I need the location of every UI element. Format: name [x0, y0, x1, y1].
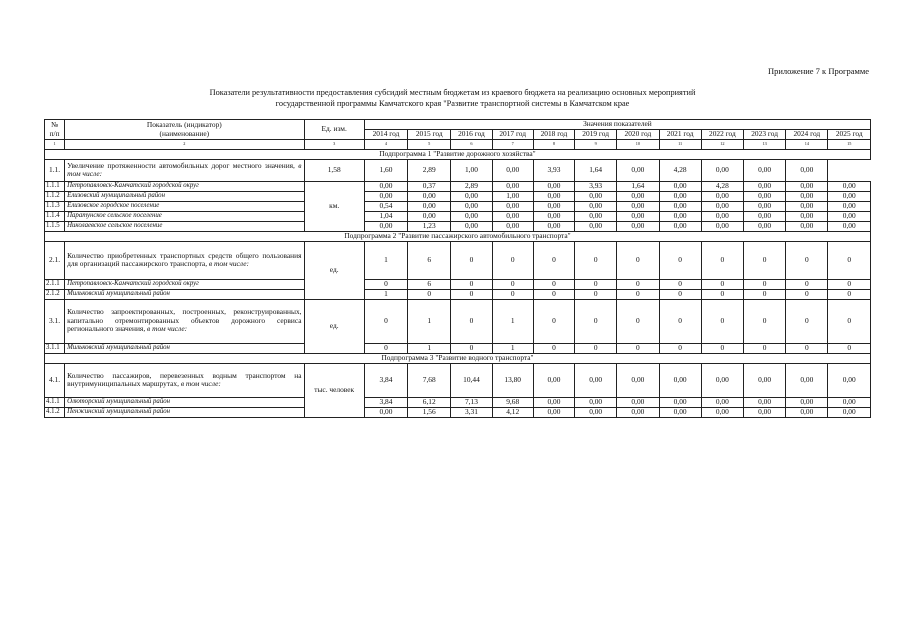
value-cell: 2,89	[408, 159, 451, 181]
value-cell: 0	[492, 279, 533, 289]
value-cell: 0,00	[364, 407, 407, 417]
value-cell: 0	[828, 241, 871, 279]
value-cell: 1	[408, 299, 451, 343]
row-number: 1.1.3	[45, 201, 65, 211]
table-row	[45, 159, 871, 181]
indicator-name	[65, 211, 304, 221]
indicator-name-text: Мильковский муниципальный район	[67, 343, 170, 351]
indicator-name	[65, 279, 304, 289]
header-year: 2015 год	[408, 130, 451, 140]
value-cell: 0,00	[492, 201, 533, 211]
value-cell: 0	[828, 299, 871, 343]
value-cell: 6,12	[408, 397, 451, 407]
value-cell: 1,60	[364, 159, 407, 181]
column-number: 12	[701, 140, 743, 150]
value-cell: 0	[364, 299, 407, 343]
value-cell: 0,00	[828, 211, 871, 221]
value-cell: 1,56	[408, 407, 451, 417]
value-cell: 0,00	[492, 221, 533, 231]
value-cell: 0,00	[533, 221, 574, 231]
value-cell: 1,04	[364, 211, 407, 221]
value-cell: 0	[701, 299, 743, 343]
value-cell: 1,58	[304, 159, 364, 181]
column-number: 1	[45, 140, 65, 150]
table-row	[45, 407, 871, 417]
value-cell: 0,00	[659, 191, 701, 201]
value-cell: 0,00	[743, 159, 785, 181]
table-body	[45, 149, 871, 417]
indicator-name-text: Петропавловск-Камчатский городской округ	[67, 279, 199, 287]
value-cell: 0	[701, 289, 743, 299]
value-cell: 7,68	[408, 363, 451, 397]
header-indicator-bottom: (наименование)	[159, 128, 210, 138]
value-cell: 0	[451, 279, 492, 289]
column-number: 3	[304, 140, 364, 150]
value-cell: 0	[364, 279, 407, 289]
value-cell: 0,00	[786, 159, 828, 181]
value-cell: 0,00	[364, 221, 407, 231]
column-number: 9	[575, 140, 617, 150]
column-number: 15	[828, 140, 871, 150]
value-cell: 0,00	[492, 211, 533, 221]
value-cell: 0,00	[786, 407, 828, 417]
column-number: 13	[743, 140, 785, 150]
value-cell: 0	[617, 241, 659, 279]
table-row	[45, 181, 871, 191]
header-num-top: №	[51, 119, 59, 129]
value-cell: 0,00	[743, 363, 785, 397]
value-cell: 0	[786, 279, 828, 289]
value-cell: 0	[451, 343, 492, 353]
header-num-bottom: п/п	[49, 128, 60, 138]
row-number: 1.1.2	[45, 191, 65, 201]
value-cell: 0,00	[659, 397, 701, 407]
value-cell: 0,00	[533, 211, 574, 221]
value-cell: 0	[743, 289, 785, 299]
row-number: 1.1.	[45, 159, 65, 181]
value-cell: 0,00	[786, 211, 828, 221]
indicator-name-suffix: в том числе:	[67, 160, 302, 179]
column-number: 8	[533, 140, 574, 150]
value-cell: 0	[533, 343, 574, 353]
value-cell: 0,00	[828, 181, 871, 191]
value-cell: 3,93	[575, 181, 617, 191]
indicator-name-text: Увеличение протяженности автомобильных дорог местного значения,	[67, 160, 295, 170]
value-cell: 0	[533, 241, 574, 279]
value-cell: 0	[828, 343, 871, 353]
value-cell: 0,00	[451, 201, 492, 211]
column-number: 2	[65, 140, 304, 150]
row-number: 4.1.2	[45, 407, 65, 417]
value-cell: 1	[364, 241, 407, 279]
value-cell: 0	[701, 343, 743, 353]
table-row	[45, 241, 871, 279]
table-row	[45, 201, 871, 211]
value-cell: 0,00	[575, 201, 617, 211]
value-cell: 0	[786, 343, 828, 353]
value-cell: 0,00	[364, 181, 407, 191]
value-cell: 13,80	[492, 363, 533, 397]
column-number: 7	[492, 140, 533, 150]
value-cell: 1,64	[617, 181, 659, 191]
value-cell: 0	[828, 279, 871, 289]
column-numbers-row	[45, 140, 871, 150]
value-cell: 0,00	[659, 407, 701, 417]
indicator-name	[65, 343, 304, 353]
value-cell: 0,00	[617, 211, 659, 221]
value-cell: 7,13	[451, 397, 492, 407]
indicator-name-suffix: в том числе:	[147, 324, 188, 334]
value-cell: 0,00	[828, 397, 871, 407]
indicator-name	[65, 201, 304, 211]
value-cell: 0,00	[575, 191, 617, 201]
value-cell: 0	[659, 279, 701, 289]
value-cell: 0	[786, 289, 828, 299]
column-number: 10	[617, 140, 659, 150]
value-cell: 0,00	[617, 159, 659, 181]
value-cell: 0	[575, 279, 617, 289]
value-cell: 0,00	[828, 191, 871, 201]
value-cell: 0,00	[659, 221, 701, 231]
value-cell: 0,00	[828, 201, 871, 211]
value-cell: 0,00	[659, 363, 701, 397]
header-year: 2017 год	[492, 130, 533, 140]
value-cell: 0	[659, 241, 701, 279]
value-cell: 0,00	[786, 201, 828, 211]
indicator-name	[65, 299, 304, 343]
value-cell: 4,28	[659, 159, 701, 181]
value-cell: 1,00	[492, 191, 533, 201]
header-unit: Ед. изм.	[304, 120, 364, 140]
value-cell: 0	[617, 279, 659, 289]
value-cell: 0	[743, 241, 785, 279]
value-cell: 0,00	[575, 363, 617, 397]
section-title: Подпрограмма 1 "Развитие дорожного хозяйства"	[45, 149, 871, 159]
value-cell: 0,00	[533, 191, 574, 201]
row-number: 3.1.1	[45, 343, 65, 353]
value-cell: 0,00	[617, 191, 659, 201]
value-cell: 1,23	[408, 221, 451, 231]
indicator-name-text: Николаевское сельское поселение	[67, 221, 163, 229]
value-cell: 1	[364, 289, 407, 299]
value-cell: 0	[786, 241, 828, 279]
indicator-name	[65, 191, 304, 201]
value-cell: 0,00	[743, 407, 785, 417]
header-year: 2014 год	[364, 130, 407, 140]
value-cell: 0	[617, 299, 659, 343]
value-cell: 0,00	[786, 221, 828, 231]
table-row	[45, 289, 871, 299]
section-title: Подпрограмма 2 "Развитие пассажирского автомобильного транспорта"	[45, 231, 871, 241]
value-cell: 0	[408, 289, 451, 299]
header-year: 2024 год	[786, 130, 828, 140]
indicator-name	[65, 241, 304, 279]
value-cell: 0	[617, 289, 659, 299]
value-cell: 3,84	[364, 363, 407, 397]
indicator-name-text: Количество приобретенных транспортных средств общего пользования для организаций пассажирского транспорта,	[67, 250, 302, 269]
indicator-name	[65, 181, 304, 191]
table-row	[45, 397, 871, 407]
value-cell: 0,00	[451, 221, 492, 231]
value-cell: 0,00	[575, 407, 617, 417]
value-cell: 0,00	[533, 397, 574, 407]
value-cell: 0,00	[701, 201, 743, 211]
value-cell: 4,28	[701, 181, 743, 191]
row-number: 1.1.4	[45, 211, 65, 221]
value-cell: 0	[786, 299, 828, 343]
header-year: 2023 год	[743, 130, 785, 140]
title-line-1: Показатели результативности предоставления субсидий местным бюджетам из краевого бюджета на реализацию основных мероприятий	[209, 88, 696, 97]
header-year: 2020 год	[617, 130, 659, 140]
header-values-group: Значения показателей	[364, 120, 870, 130]
value-cell: 10,44	[451, 363, 492, 397]
value-cell: 0,00	[701, 221, 743, 231]
header-year: 2019 год	[575, 130, 617, 140]
indicator-name	[65, 397, 304, 407]
table-row	[45, 343, 871, 353]
header-year: 2016 год	[451, 130, 492, 140]
value-cell: 0,00	[617, 221, 659, 231]
value-cell: 1	[492, 299, 533, 343]
column-number: 4	[364, 140, 407, 150]
value-cell: 0	[451, 241, 492, 279]
header-indicator	[65, 120, 304, 140]
unit-cell: км.	[304, 181, 364, 231]
value-cell: 0	[492, 289, 533, 299]
indicator-name-text: Мильковский муниципальный район	[67, 289, 170, 297]
value-cell: 0	[364, 343, 407, 353]
indicator-name-text: Количество пассажиров, перевезенных водным транспортом на внутримуниципальных маршрутах,	[67, 370, 302, 389]
value-cell: 2,89	[451, 181, 492, 191]
value-cell: 0,00	[701, 407, 743, 417]
value-cell: 0	[659, 289, 701, 299]
value-cell: 0,00	[828, 221, 871, 231]
value-cell: 0,00	[786, 397, 828, 407]
indicator-name-text: Петропавловск-Камчатский городской округ	[67, 181, 199, 189]
value-cell: 0	[575, 343, 617, 353]
value-cell: 0,00	[743, 221, 785, 231]
value-cell: 0,00	[617, 407, 659, 417]
header-year: 2022 год	[701, 130, 743, 140]
value-cell: 0,00	[575, 211, 617, 221]
value-cell: 6	[408, 279, 451, 289]
value-cell: 0,00	[701, 211, 743, 221]
row-number: 2.1.	[45, 241, 65, 279]
value-cell: 0,00	[533, 363, 574, 397]
value-cell: 0	[828, 289, 871, 299]
row-number: 2.1.1	[45, 279, 65, 289]
value-cell: 0	[701, 241, 743, 279]
table-row	[45, 191, 871, 201]
value-cell: 3,93	[533, 159, 574, 181]
value-cell: 0	[659, 299, 701, 343]
indicator-name-text: Олюторский муниципальный район	[67, 397, 170, 405]
column-number: 5	[408, 140, 451, 150]
value-cell: 0	[743, 279, 785, 289]
value-cell: 1,64	[575, 159, 617, 181]
value-cell: 0	[492, 241, 533, 279]
table-row	[45, 279, 871, 289]
column-number: 6	[451, 140, 492, 150]
value-cell: 9,68	[492, 397, 533, 407]
header-year: 2018 год	[533, 130, 574, 140]
title-line-2: государственной программы Камчатского края "Развитие транспортной системы в Камчатском крае	[275, 99, 630, 108]
value-cell: 0,00	[617, 363, 659, 397]
table-row	[45, 363, 871, 397]
table-row	[45, 221, 871, 231]
indicator-name-suffix: в том числе:	[180, 379, 221, 389]
value-cell: 0,00	[533, 407, 574, 417]
row-number: 1.1.1	[45, 181, 65, 191]
value-cell: 0,00	[575, 397, 617, 407]
value-cell: 0	[575, 299, 617, 343]
value-cell: 0,00	[575, 221, 617, 231]
value-cell: 0,00	[786, 191, 828, 201]
value-cell: 0,00	[743, 201, 785, 211]
row-number: 4.1.1	[45, 397, 65, 407]
value-cell: 0,00	[701, 191, 743, 201]
value-cell: 0,00	[408, 191, 451, 201]
indicator-name-text: Елизовское городское поселение	[67, 201, 160, 209]
indicator-name	[65, 407, 304, 417]
value-cell: 0,00	[828, 407, 871, 417]
value-cell: 0,00	[743, 191, 785, 201]
value-cell: 0	[743, 299, 785, 343]
indicator-name	[65, 363, 304, 397]
section-title: Подпрограмма 3 "Развитие водного транспорта"	[45, 353, 871, 363]
value-cell: 0,00	[786, 181, 828, 191]
value-cell: 0,00	[492, 159, 533, 181]
row-number: 1.1.5	[45, 221, 65, 231]
appendix-label: Приложение 7 к Программе	[767, 66, 869, 76]
value-cell: 0	[451, 299, 492, 343]
indicator-name-text: Пенжинский муниципальный район	[67, 407, 171, 415]
value-cell: 0,00	[786, 363, 828, 397]
column-number: 14	[786, 140, 828, 150]
header-year: 2025 год	[828, 130, 871, 140]
value-cell: 0,00	[701, 397, 743, 407]
value-cell: 0,00	[492, 181, 533, 191]
value-cell: 0,00	[828, 363, 871, 397]
value-cell: 0,00	[617, 201, 659, 211]
value-cell: 6	[408, 241, 451, 279]
value-cell: 0	[533, 289, 574, 299]
value-cell: 0,00	[533, 201, 574, 211]
row-number: 3.1.	[45, 299, 65, 343]
unit-cell: ед.	[304, 241, 364, 299]
value-cell: 0,00	[659, 201, 701, 211]
value-cell: 1,00	[451, 159, 492, 181]
value-cell: 3,31	[451, 407, 492, 417]
unit-cell: тыс. человек	[304, 363, 364, 417]
value-cell: 0,00	[743, 181, 785, 191]
indicators-table	[44, 119, 871, 418]
value-cell: 4,12	[492, 407, 533, 417]
value-cell: 0	[659, 343, 701, 353]
indicator-name	[65, 289, 304, 299]
value-cell: 0,00	[617, 397, 659, 407]
value-cell: 0,00	[451, 211, 492, 221]
unit-cell: ед.	[304, 299, 364, 353]
value-cell: 0,00	[659, 181, 701, 191]
table-row	[45, 299, 871, 343]
indicator-name-text: Количество запроектированных, построенных, реконструированных, капитально отремонтированных объектов дорожного сервиса регионального значения,	[67, 307, 302, 334]
value-cell: 0,00	[743, 397, 785, 407]
value-cell: 0,00	[659, 211, 701, 221]
row-number: 4.1.	[45, 363, 65, 397]
column-number: 11	[659, 140, 701, 150]
value-cell: 1	[408, 343, 451, 353]
value-cell: 0,00	[408, 211, 451, 221]
row-number: 2.1.2	[45, 289, 65, 299]
indicator-name	[65, 221, 304, 231]
value-cell: 0	[617, 343, 659, 353]
indicator-name-text: Елизовский муниципальный район	[67, 191, 165, 199]
value-cell: 3,84	[364, 397, 407, 407]
value-cell: 1	[492, 343, 533, 353]
value-cell: 0	[533, 299, 574, 343]
value-cell: 0,00	[533, 181, 574, 191]
indicator-name	[65, 159, 304, 181]
header-year: 2021 год	[659, 130, 701, 140]
value-cell: 0	[575, 289, 617, 299]
indicator-name-suffix: в том числе:	[208, 259, 249, 269]
value-cell: 0,00	[701, 159, 743, 181]
value-cell: 0,00	[408, 201, 451, 211]
table-row	[45, 211, 871, 221]
value-cell: 0,00	[451, 191, 492, 201]
value-cell: 0	[743, 343, 785, 353]
value-cell: 0,00	[364, 191, 407, 201]
indicator-name-text: Паратунское сельское поселение	[67, 211, 162, 219]
value-cell: 0,37	[408, 181, 451, 191]
value-cell: 0	[533, 279, 574, 289]
header-indicator-top: Показатель (индикатор)	[146, 119, 222, 129]
value-cell: 0,00	[743, 211, 785, 221]
value-cell: 0	[701, 279, 743, 289]
value-cell: 0,54	[364, 201, 407, 211]
value-cell: 0,00	[701, 363, 743, 397]
header-num	[45, 120, 65, 140]
value-cell: 0	[451, 289, 492, 299]
value-cell: 0	[575, 241, 617, 279]
document-title	[0, 87, 905, 109]
table-header	[45, 120, 871, 150]
